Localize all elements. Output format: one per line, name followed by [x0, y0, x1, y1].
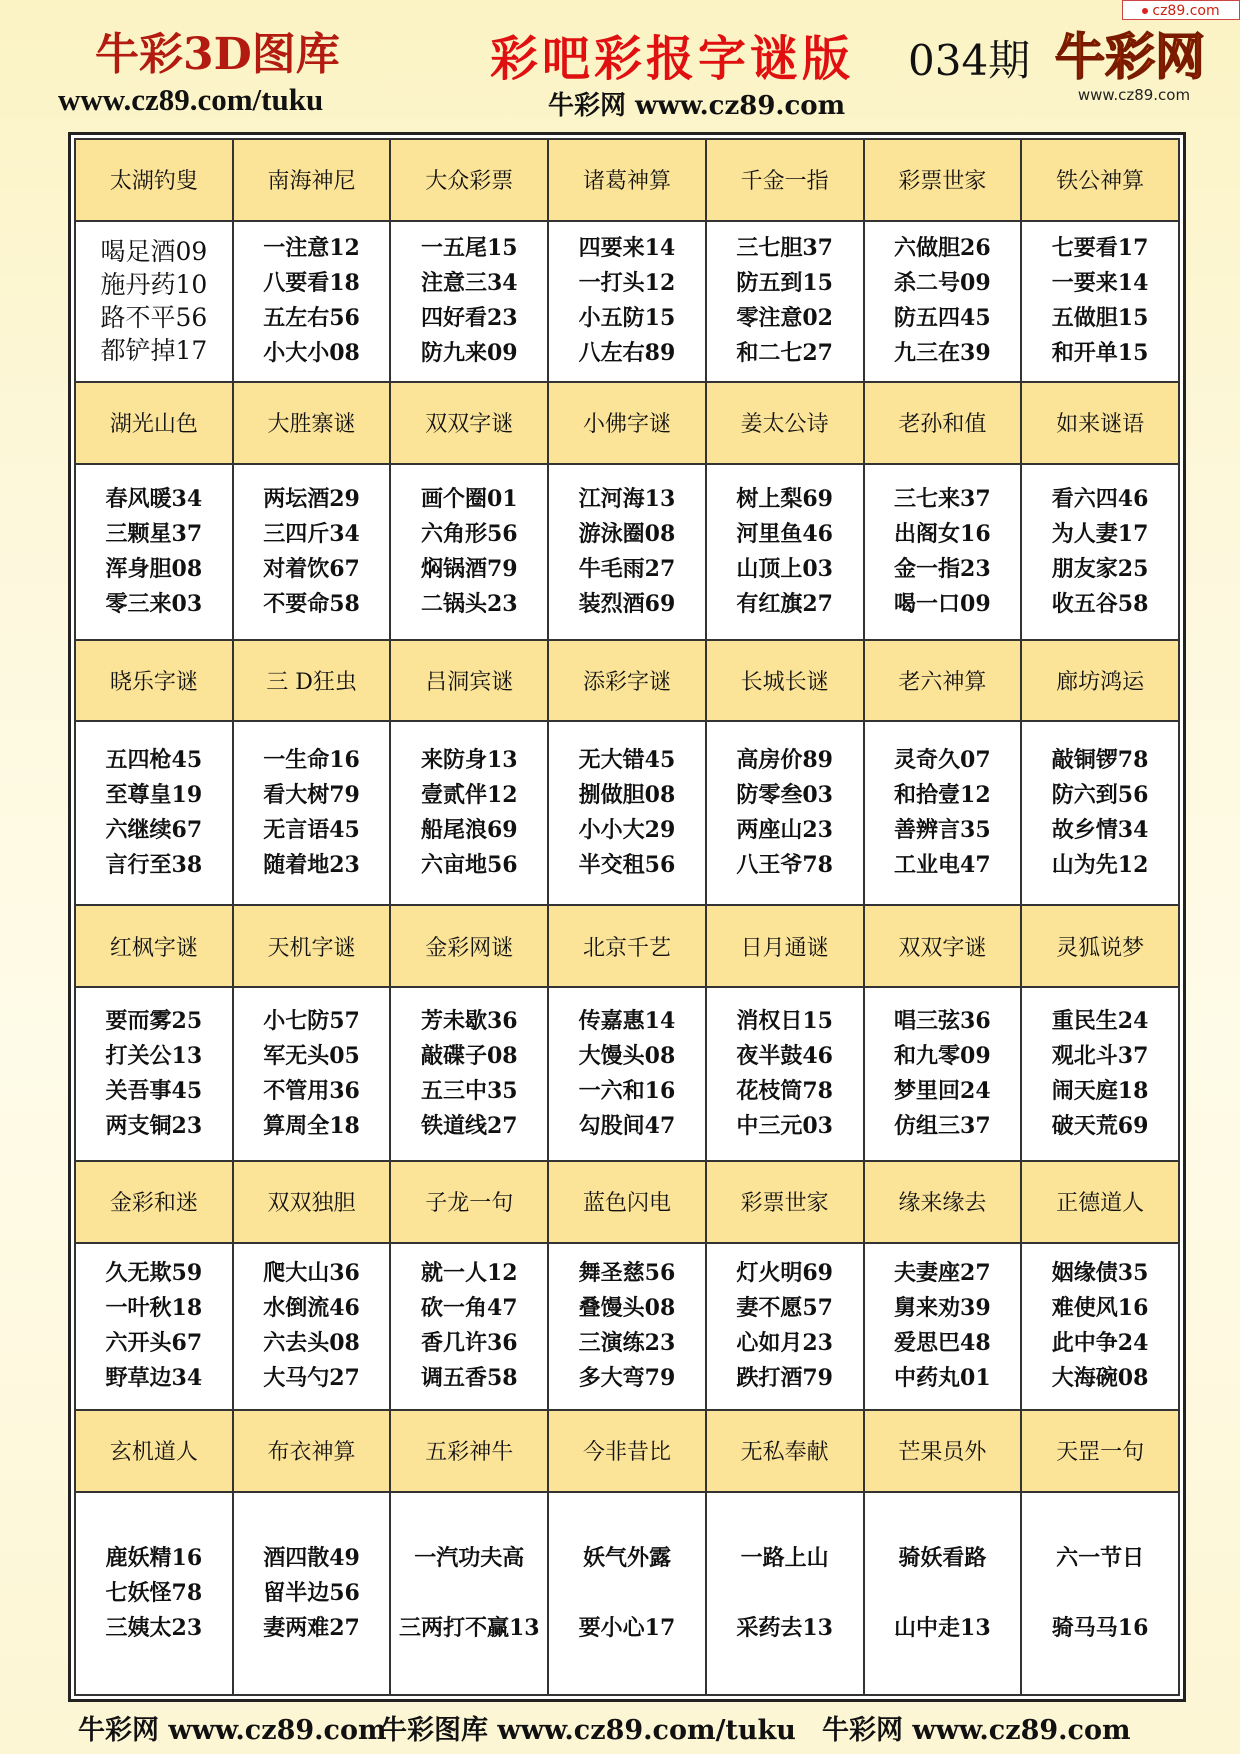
entry-line: 六去头08: [263, 1330, 360, 1357]
entry-line: 壹贰伴12: [420, 782, 518, 809]
entry-line: 骑马马16: [1051, 1614, 1149, 1641]
entry-cell: [864, 1243, 1022, 1411]
column-header: 小佛字谜: [548, 382, 706, 464]
entry-line: 舅来劝39: [894, 1295, 991, 1322]
entry-line: 对着饮67: [263, 555, 360, 582]
entry-cell: [390, 1492, 548, 1695]
entry-cell: [233, 221, 391, 382]
entry-cell: [75, 987, 233, 1161]
entry-line: 夫妻座27: [894, 1260, 991, 1287]
entry-line: 一注意12: [263, 235, 360, 262]
column-header: 大胜寨谜: [233, 382, 391, 464]
column-header: 大众彩票: [390, 139, 548, 221]
entry-line: 一六和16: [578, 1078, 676, 1105]
entry-line: 夜半鼓46: [736, 1043, 833, 1070]
entry-cell: [390, 221, 548, 382]
column-header: 金彩网谜: [390, 905, 548, 987]
entry-line: 船尾浪69: [420, 817, 518, 844]
footer-link-middle[interactable]: 牛彩图库 www.cz89.com/tuku: [380, 1715, 796, 1746]
entry-cell: [864, 221, 1022, 382]
entry-line: 爱思巴48: [894, 1330, 991, 1357]
entry-line: 打关公13: [105, 1043, 203, 1070]
entry-line: 大馒头08: [578, 1043, 676, 1070]
entry-cell: [1021, 1492, 1179, 1695]
column-header: 铁公神算: [1021, 139, 1179, 221]
entry-line: 不要命58: [263, 590, 360, 617]
entry-line: 五做胆15: [1051, 305, 1149, 332]
column-header: 北京千艺: [548, 905, 706, 987]
entry-line: 和二七27: [736, 340, 833, 367]
column-header: 老六神算: [864, 640, 1022, 722]
entry-cell: [233, 1243, 391, 1411]
entry-line: 仿组三37: [894, 1113, 991, 1140]
entry-cell: [864, 464, 1022, 640]
entry-line: 采药去13: [736, 1614, 833, 1641]
logo-url: www.cz89.com: [1077, 86, 1191, 104]
column-header: 红枫字谜: [75, 905, 233, 987]
entry-line: 故乡情34: [1051, 817, 1149, 844]
entry-line: 敲碟子08: [420, 1043, 518, 1070]
entry-line: 至尊皇19: [105, 782, 203, 809]
entry-line: 言行至38: [105, 852, 203, 879]
entry-line: 小小大29: [578, 817, 676, 844]
header-row: [75, 640, 1179, 722]
column-header: 诸葛神算: [548, 139, 706, 221]
column-header: 南海神尼: [233, 139, 391, 221]
entry-line: 工业电47: [894, 852, 991, 879]
entry-line: 要小心17: [578, 1614, 676, 1641]
column-header: 三 D狂虫: [233, 640, 391, 722]
column-header: 天罡一句: [1021, 1410, 1179, 1492]
column-header: 双双字谜: [390, 382, 548, 464]
entry-line: 施丹药10: [100, 270, 208, 300]
entry-line: 和九零09: [894, 1043, 991, 1070]
entry-cell: [75, 1492, 233, 1695]
entry-line: 铁道线27: [420, 1113, 518, 1140]
entry-line: 一五尾15: [420, 235, 518, 262]
entry-line: 山顶上03: [736, 555, 833, 582]
entry-line: 画个圈01: [420, 485, 518, 512]
entry-cell: [706, 987, 864, 1161]
column-header: 湖光山色: [75, 382, 233, 464]
footer-link-right[interactable]: 牛彩网 www.cz89.com: [822, 1715, 1131, 1746]
entry-line: 为人妻17: [1051, 520, 1149, 547]
entry-line: 六一节日: [1056, 1544, 1145, 1571]
entry-line: 四要来14: [578, 235, 676, 262]
entry-line: 小七防57: [263, 1008, 360, 1035]
entry-line: 妻两难27: [263, 1614, 360, 1641]
logo-wordmark: 牛彩网: [1055, 28, 1205, 86]
entry-cell: [706, 464, 864, 640]
entry-line: 七妖怪78: [105, 1579, 203, 1606]
column-header: 子龙一句: [390, 1161, 548, 1243]
column-header: 玄机道人: [75, 1410, 233, 1492]
entry-line: 焖锅酒79: [420, 555, 518, 582]
entry-line: 姻缘债35: [1051, 1260, 1149, 1287]
entry-line: 就一人12: [420, 1260, 518, 1287]
entry-line: 两座山23: [736, 817, 833, 844]
entry-line: 收五谷58: [1051, 590, 1149, 617]
entry-line: 五四枪45: [105, 747, 203, 774]
entry-line: 灯火明69: [736, 1260, 833, 1287]
entry-line: [391, 1576, 547, 1611]
entry-line: 一路上山: [740, 1544, 829, 1571]
entry-line: 三姨太23: [105, 1614, 203, 1641]
entry-line: 大海碗08: [1051, 1365, 1149, 1392]
entry-line: 五左右56: [263, 305, 360, 332]
column-header: 长城长谜: [706, 640, 864, 722]
column-header: 廊坊鸿运: [1021, 640, 1179, 722]
entry-line: 心如月23: [736, 1330, 833, 1357]
entry-line: 九三在39: [894, 340, 991, 367]
entry-line: 妖气外露: [582, 1544, 671, 1571]
entry-cell: [390, 721, 548, 905]
header-row: [75, 905, 1179, 987]
entry-line: 留半边56: [263, 1579, 360, 1606]
issue-number: 034期: [908, 36, 1031, 85]
column-header: 缘来缘去: [864, 1161, 1022, 1243]
entry-line: [707, 1576, 863, 1611]
entry-line: 江河海13: [578, 485, 676, 512]
entry-line: 装烈酒69: [578, 590, 676, 617]
entry-line: 要而雾25: [105, 1008, 203, 1035]
column-header: 太湖钓叟: [75, 139, 233, 221]
entry-line: 爬大山36: [263, 1260, 360, 1287]
entry-line: 防六到56: [1051, 782, 1149, 809]
entry-line: 山为先12: [1051, 852, 1149, 879]
entry-line: 小大小08: [263, 340, 360, 367]
entry-line: 香几许36: [420, 1330, 518, 1357]
entry-line: 中药丸01: [894, 1365, 991, 1392]
brand-title: 牛彩3D图库: [95, 29, 340, 80]
entry-line: 八左右89: [578, 340, 676, 367]
header-row: [75, 382, 1179, 464]
entry-line: 河里鱼46: [736, 520, 833, 547]
entry-line: [1022, 1576, 1178, 1611]
entry-line: 花枝筒78: [736, 1078, 833, 1105]
entry-cell: [706, 221, 864, 382]
entry-line: 久无欺59: [105, 1260, 203, 1287]
header-row: [75, 139, 1179, 221]
entry-cell: [548, 987, 706, 1161]
entry-line: 多大弯79: [578, 1365, 676, 1392]
entry-line: 杀二号09: [894, 270, 991, 297]
entry-line: 叠馒头08: [578, 1295, 676, 1322]
entry-line: 大马勺27: [263, 1365, 360, 1392]
entry-line: 和拾壹12: [894, 782, 991, 809]
entry-line: 路不平56: [100, 303, 208, 333]
column-header: 双双字谜: [864, 905, 1022, 987]
entry-line: 有红旗27: [736, 590, 833, 617]
footer-link-left[interactable]: 牛彩网 www.cz89.com: [78, 1715, 387, 1746]
entry-line: 算周全18: [263, 1113, 360, 1140]
entry-cell: [233, 1492, 391, 1695]
column-header: 布衣神算: [233, 1410, 391, 1492]
entry-cell: [548, 221, 706, 382]
entry-line: 看六四46: [1051, 485, 1149, 512]
entry-row: [75, 1243, 1179, 1411]
entry-line: 六角形56: [420, 520, 518, 547]
entry-line: 酒四散49: [263, 1544, 360, 1571]
entry-line: 军无头05: [263, 1043, 360, 1070]
entry-cell: [548, 1492, 706, 1695]
entry-line: 一打头12: [578, 270, 676, 297]
entry-line: 金一指23: [894, 555, 991, 582]
entry-line: 调五香58: [420, 1365, 518, 1392]
entry-row: [75, 221, 1179, 382]
entry-line: 三七来37: [894, 485, 991, 512]
entry-cell: [233, 987, 391, 1161]
column-header: 双双独胆: [233, 1161, 391, 1243]
entry-line: 三颗星37: [105, 520, 203, 547]
entry-row: [75, 987, 1179, 1161]
entry-line: 七要看17: [1051, 235, 1149, 262]
entry-line: 无言语45: [263, 817, 360, 844]
entry-line: 半交租56: [578, 852, 676, 879]
page-title: 彩吧彩报字谜版: [490, 31, 855, 87]
entry-line: 防五到15: [736, 270, 833, 297]
entry-line: 跌打酒79: [736, 1365, 833, 1392]
entry-line: 水倒流46: [263, 1295, 360, 1322]
entry-cell: [75, 721, 233, 905]
entry-line: 灵奇久07: [894, 747, 991, 774]
entry-line: 一要来14: [1051, 270, 1149, 297]
entry-line: 骑妖看路: [898, 1544, 987, 1571]
entry-line: 无大错45: [578, 747, 676, 774]
column-header: 灵狐说梦: [1021, 905, 1179, 987]
entry-cell: [233, 721, 391, 905]
entry-cell: [548, 721, 706, 905]
entry-line: 喝足酒09: [100, 237, 208, 267]
entry-cell: [548, 1243, 706, 1411]
entry-line: 来防身13: [420, 747, 518, 774]
entry-line: 朋友家25: [1051, 555, 1149, 582]
entry-cell: [75, 221, 233, 382]
entry-line: 高房价89: [736, 747, 833, 774]
entry-cell: [548, 464, 706, 640]
entry-line: 重民生24: [1051, 1008, 1149, 1035]
entry-line: 砍一角47: [420, 1295, 518, 1322]
entry-cell: [864, 1492, 1022, 1695]
entry-line: 防九来09: [420, 340, 518, 367]
entry-line: 浑身胆08: [105, 555, 203, 582]
entry-line: 出阁女16: [894, 520, 991, 547]
column-header: 日月通谜: [706, 905, 864, 987]
brand-url[interactable]: www.cz89.com/tuku: [58, 82, 324, 117]
entry-cell: [706, 1492, 864, 1695]
entry-cell: [390, 987, 548, 1161]
entry-line: [549, 1576, 705, 1611]
entry-line: 零三来03: [105, 590, 203, 617]
entry-cell: [390, 464, 548, 640]
entry-line: 三两打不赢13: [398, 1614, 540, 1641]
column-header: 姜太公诗: [706, 382, 864, 464]
entry-line: 两支铜23: [105, 1113, 203, 1140]
header-row: [75, 1161, 1179, 1243]
entry-line: 喝一口09: [894, 590, 991, 617]
entry-cell: [1021, 987, 1179, 1161]
entry-cell: [864, 721, 1022, 905]
entry-line: 善辨言35: [894, 817, 991, 844]
entry-line: 二锅头23: [420, 590, 518, 617]
entry-line: 零注意02: [736, 305, 833, 332]
column-header: 如来谜语: [1021, 382, 1179, 464]
entry-line: 消权日15: [736, 1008, 833, 1035]
entry-line: 唱三弦36: [894, 1008, 991, 1035]
header-row: [75, 1410, 1179, 1492]
entry-line: 八要看18: [263, 270, 360, 297]
entry-cell: [1021, 464, 1179, 640]
riddle-table: [74, 138, 1180, 1696]
entry-line: 两坛酒29: [263, 485, 360, 512]
entry-line: 破天荒69: [1051, 1113, 1149, 1140]
entry-line: 三四斤34: [263, 520, 360, 547]
entry-line: 芳未歇36: [420, 1008, 518, 1035]
entry-line: 六亩地56: [420, 852, 518, 879]
entry-line: 野草边34: [105, 1365, 203, 1392]
column-header: 今非昔比: [548, 1410, 706, 1492]
entry-line: 捌做胆08: [578, 782, 676, 809]
column-header: 吕洞宾谜: [390, 640, 548, 722]
entry-row: [75, 721, 1179, 905]
entry-line: 一汽功夫高: [414, 1544, 525, 1571]
entry-line: 和开单15: [1051, 340, 1149, 367]
entry-line: 关吾事45: [105, 1078, 203, 1105]
entry-line: 三演练23: [578, 1330, 676, 1357]
entry-row: [75, 464, 1179, 640]
entry-line: 都铲掉17: [100, 336, 208, 366]
column-header: 晓乐字谜: [75, 640, 233, 722]
column-header: 蓝色闪电: [548, 1161, 706, 1243]
column-header: 天机字谜: [233, 905, 391, 987]
entry-cell: [864, 987, 1022, 1161]
entry-line: 四好看23: [420, 305, 518, 332]
entry-line: 六继续67: [105, 817, 203, 844]
entry-cell: [1021, 1243, 1179, 1411]
entry-line: 传嘉惠14: [578, 1008, 676, 1035]
entry-line: 看大树79: [263, 782, 360, 809]
entry-cell: [75, 1243, 233, 1411]
red-dot-icon: [1142, 8, 1148, 14]
column-header: 无私奉献: [706, 1410, 864, 1492]
column-header: 芒果员外: [864, 1410, 1022, 1492]
column-header: 千金一指: [706, 139, 864, 221]
entry-line: 防五四45: [894, 305, 991, 332]
entry-line: 不管用36: [263, 1078, 360, 1105]
column-header: 正德道人: [1021, 1161, 1179, 1243]
entry-line: 游泳圈08: [578, 520, 676, 547]
entry-cell: [75, 464, 233, 640]
entry-line: 六开头67: [105, 1330, 203, 1357]
entry-line: 小五防15: [578, 305, 676, 332]
entry-line: 随着地23: [263, 852, 360, 879]
column-header: 金彩和迷: [75, 1161, 233, 1243]
entry-line: 鹿妖精16: [105, 1544, 203, 1571]
entry-line: 八王爷78: [736, 852, 833, 879]
column-header: 老孙和值: [864, 382, 1022, 464]
entry-line: 难使风16: [1051, 1295, 1149, 1322]
niucai-logo: [1050, 16, 1210, 112]
entry-cell: [706, 1243, 864, 1411]
entry-line: 防零叁03: [736, 782, 833, 809]
column-header: 添彩字谜: [548, 640, 706, 722]
corner-site-text: cz89.com: [1152, 3, 1220, 19]
entry-cell: [233, 464, 391, 640]
entry-line: 树上梨69: [736, 485, 833, 512]
entry-line: 春风暖34: [105, 485, 203, 512]
entry-line: 一生命16: [263, 747, 360, 774]
site-link[interactable]: 牛彩网 www.cz89.com: [548, 91, 846, 121]
column-header: 彩票世家: [864, 139, 1022, 221]
entry-line: [865, 1576, 1021, 1611]
entry-cell: [1021, 221, 1179, 382]
entry-cell: [390, 1243, 548, 1411]
entry-line: 梦里回24: [894, 1078, 991, 1105]
entry-line: 三七胆37: [736, 235, 833, 262]
entry-line: 敲铜锣78: [1051, 747, 1149, 774]
entry-line: 牛毛雨27: [578, 555, 676, 582]
entry-line: 舞圣慈56: [578, 1260, 676, 1287]
entry-line: 勾股间47: [578, 1113, 676, 1140]
entry-cell: [706, 721, 864, 905]
entry-line: 闹天庭18: [1051, 1078, 1149, 1105]
entry-line: 五三中35: [420, 1078, 518, 1105]
column-header: 彩票世家: [706, 1161, 864, 1243]
entry-line: 注意三34: [420, 270, 518, 297]
entry-row: [75, 1492, 1179, 1695]
entry-line: 山中走13: [894, 1614, 991, 1641]
entry-line: 六做胆26: [894, 235, 991, 262]
entry-cell: [1021, 721, 1179, 905]
entry-line: 中三元03: [736, 1113, 833, 1140]
entry-line: 一叶秋18: [105, 1295, 203, 1322]
entry-line: 妻不愿57: [736, 1295, 833, 1322]
entry-line: 观北斗37: [1051, 1043, 1149, 1070]
entry-line: 此中争24: [1051, 1330, 1149, 1357]
column-header: 五彩神牛: [390, 1410, 548, 1492]
